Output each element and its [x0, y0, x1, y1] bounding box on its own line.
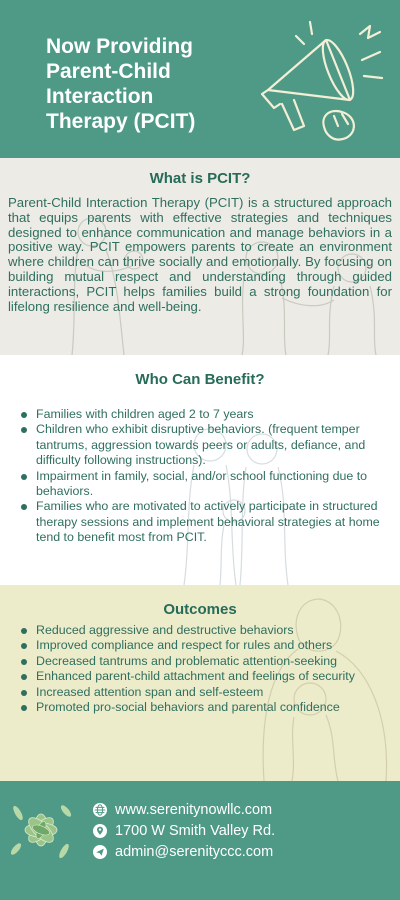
list-item: Children who exhibit disruptive behaviors. (frequent temper tantrums, aggression towards peers or adults, defiance, and difficulty following instructions).: [20, 422, 392, 468]
list-item: Increased attention span and self-esteem: [20, 685, 380, 700]
title-line-2: Parent-Child: [46, 60, 171, 83]
send-icon: [93, 845, 107, 859]
outcomes-heading: Outcomes: [163, 601, 237, 618]
megaphone-icon: [238, 12, 388, 152]
list-item: Improved compliance and respect for rules and others: [20, 638, 380, 653]
outcomes-section: [0, 585, 400, 781]
list-item: Families with children aged 2 to 7 years: [20, 407, 392, 422]
list-item: Promoted pro-social behaviors and parental confidence: [20, 700, 380, 715]
globe-icon: [93, 803, 107, 817]
list-item: Families who are motivated to actively participate in structured therapy sessions and implement behavioral strategies at home tend to benefit most from PCIT.: [20, 499, 392, 545]
who-can-benefit-section: [0, 355, 400, 585]
who-can-benefit-list: [20, 407, 392, 546]
list-item: Impairment in family, social, and/or school functioning due to behaviors.: [20, 469, 392, 500]
title-line-4: Therapy (PCIT): [46, 110, 196, 133]
address-text: 1700 W Smith Valley Rd.: [115, 822, 276, 839]
email-row: [93, 841, 393, 862]
address-row: [93, 820, 393, 841]
list-item: Decreased tantrums and problematic attention-seeking: [20, 654, 380, 669]
location-pin-icon: [93, 824, 107, 838]
website-row: [93, 799, 393, 820]
list-item: Enhanced parent-child attachment and feelings of security: [20, 669, 380, 684]
website-link[interactable]: www.serenitynowllc.com: [115, 801, 273, 818]
contact-info: [93, 799, 393, 862]
what-is-pcit-section: [0, 158, 400, 355]
succulent-plant-icon: [4, 795, 78, 865]
email-link[interactable]: admin@serenityccc.com: [115, 843, 274, 860]
page-title: [46, 34, 246, 134]
contact-footer: [0, 781, 400, 900]
who-can-benefit-heading: Who Can Benefit?: [135, 371, 265, 388]
title-line-1: Now Providing: [46, 35, 193, 58]
header-banner: [0, 0, 400, 158]
outcomes-list: [20, 623, 380, 715]
what-is-pcit-heading: What is PCIT?: [149, 170, 251, 187]
what-is-pcit-description: Parent-Child Interaction Therapy (PCIT) is a structured approach that equips parents with effective strategies and techniques designed to enhance communication and manage behaviors in a positive way. PCIT empowers parents to create an environment where children can thrive socially and emotionally. By focusing on building mutual respect and understanding through guided interactions, PCIT helps families build a strong foundation for lifelong resilience and well-being.: [8, 195, 392, 314]
list-item: Reduced aggressive and destructive behaviors: [20, 623, 380, 638]
title-line-3: Interaction: [46, 85, 154, 108]
